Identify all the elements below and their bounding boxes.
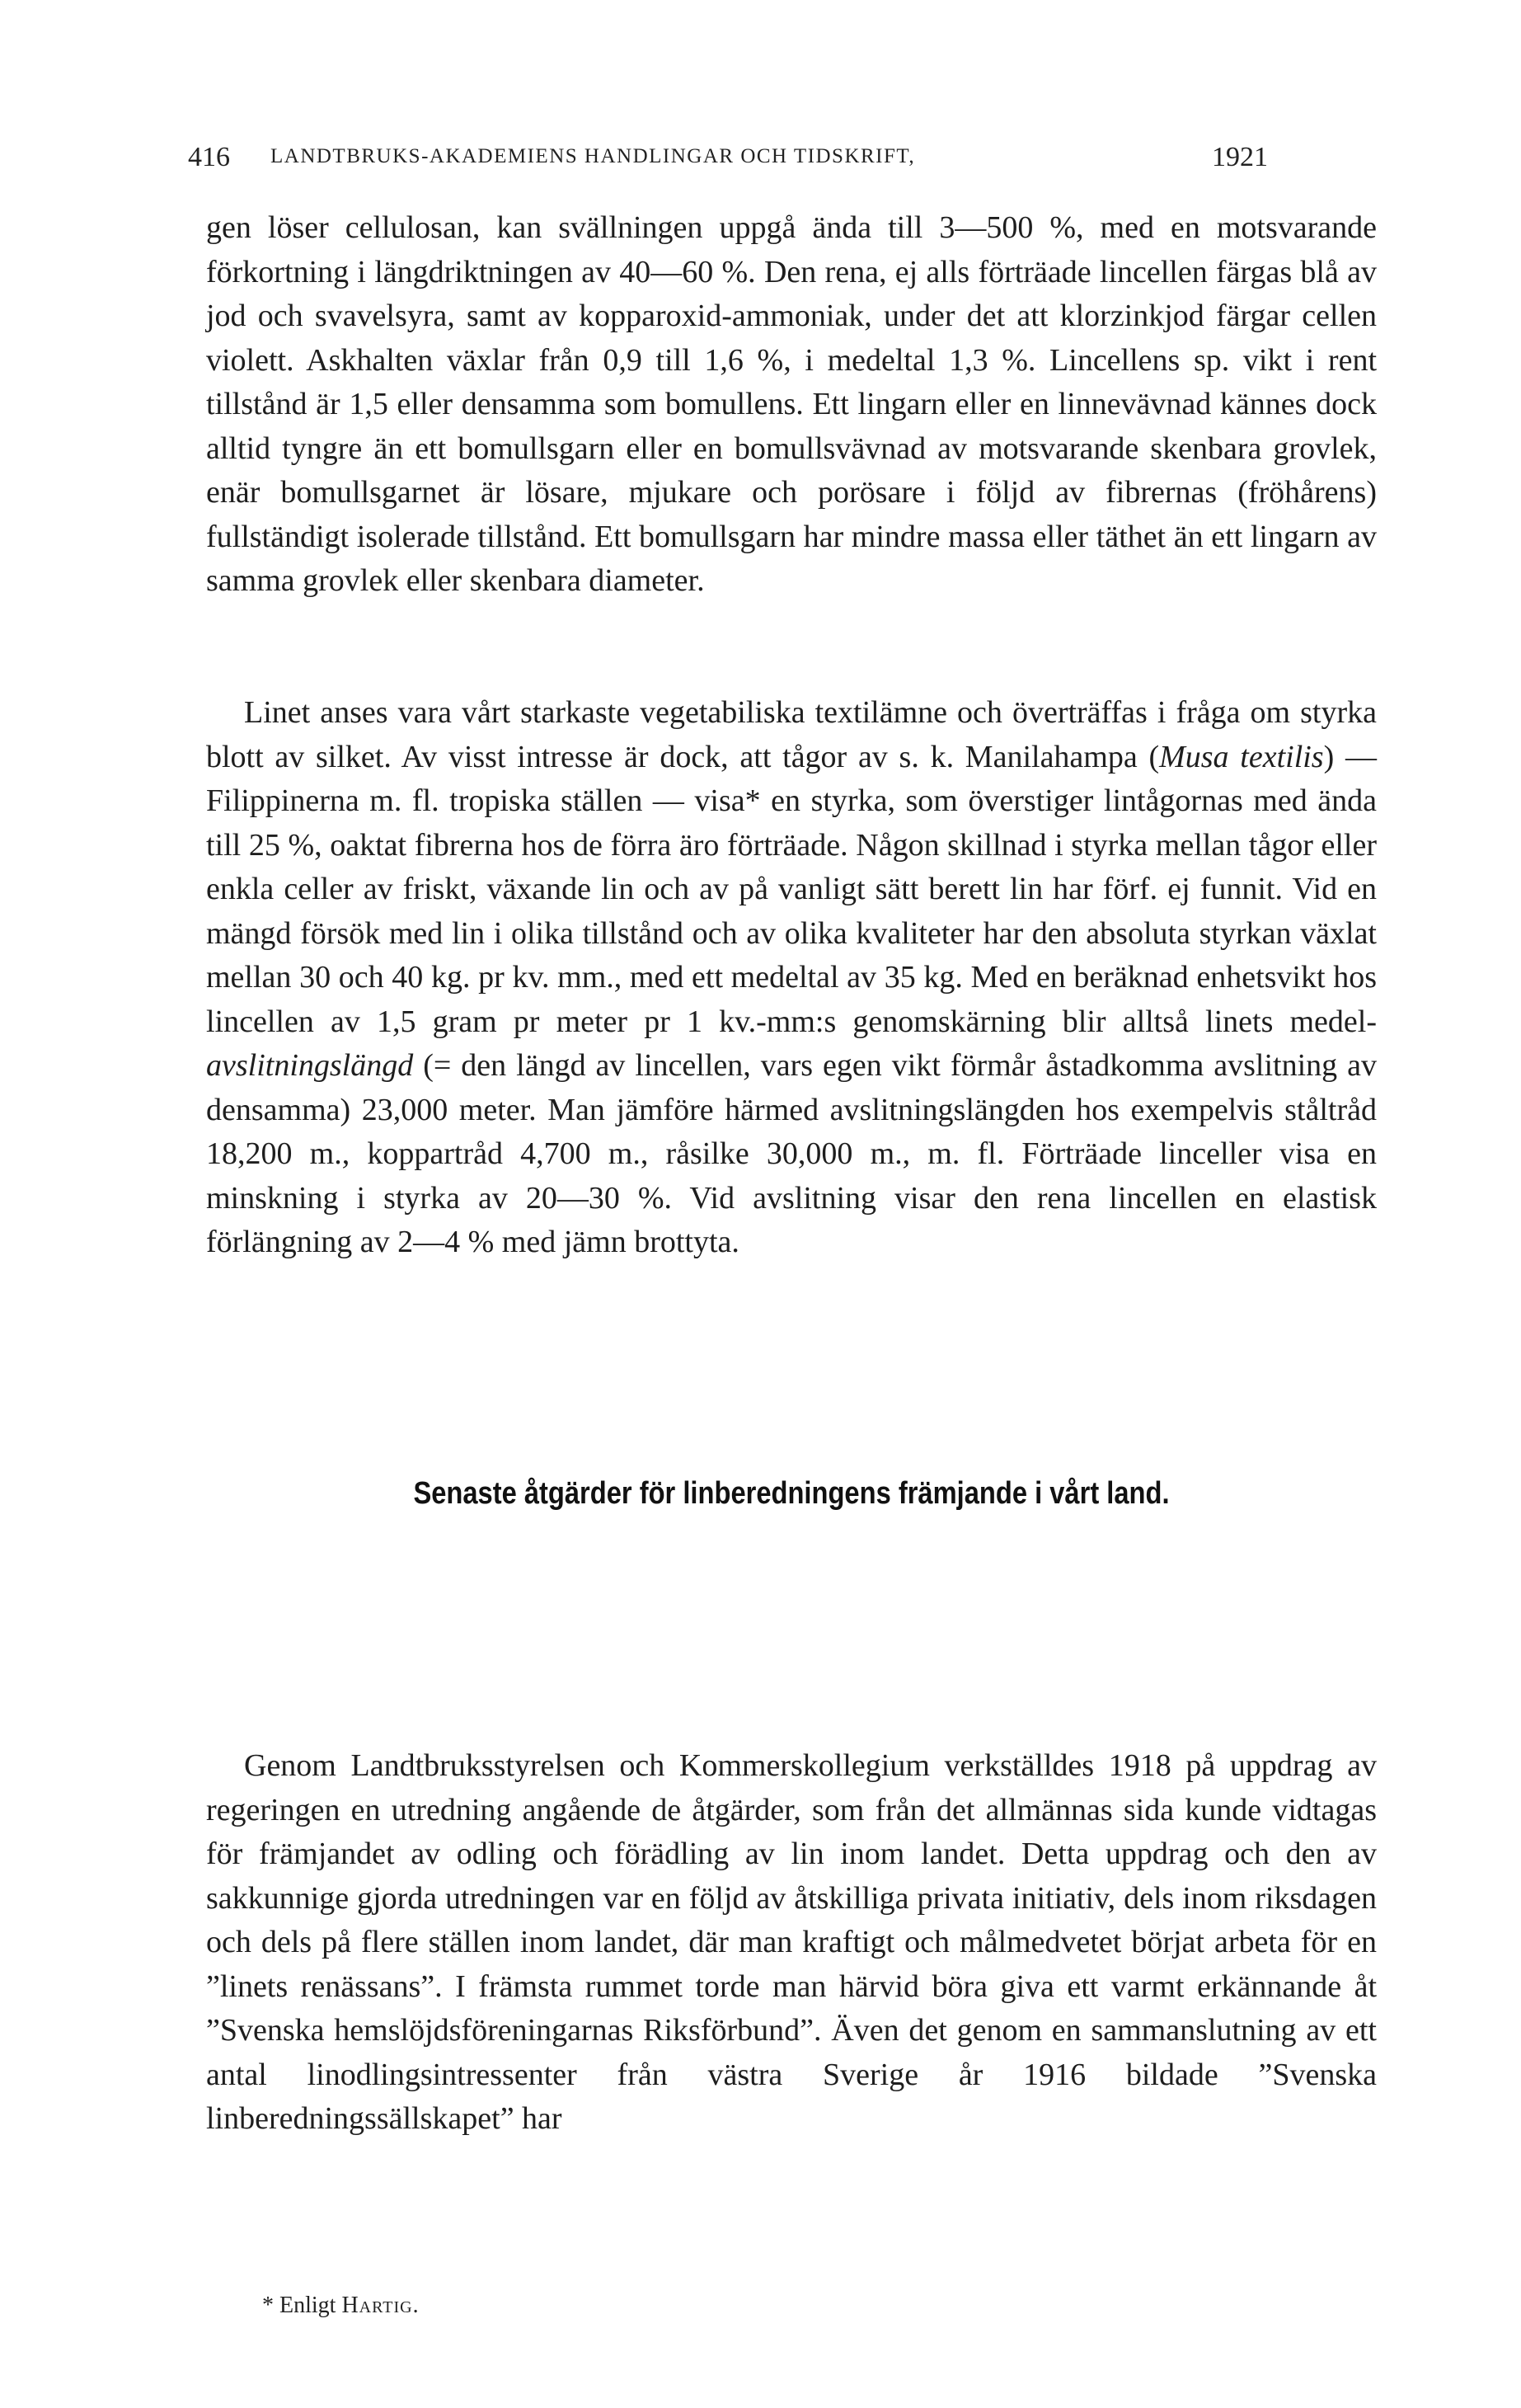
paragraph-text: gen löser cellulosan, kan svällningen uppgå ända till 3—500 %, med en motsvarande förkortning i längdriktningen av 40—60 %. Den rena, ej alls förträade lincellen färgas blå av jod och svavelsyra, samt av kopparoxid-ammoniak, under det att klorzinkjod färgar cellen violett. Askhalten växlar från 0,9 till 1,6 %, i medeltal 1,3 %. Lincellens sp. vikt i rent tillstånd är 1,5 eller densamma som bomullens. Ett lingarn eller en linnevävnad kännes dock alltid tyngre än ett bomullsgarn eller en bomullsvävnad av motsvarande skenbara grovlek, enär bomullsgarnet är lösare, mjukare och porösare i följd av fibrernas (fröhårens) fullständigt isolerade tillstånd. Ett bomullsgarn har mindre massa eller täthet än ett lingarn av samma grovlek eller skenbara diameter.: [206, 210, 1377, 598]
italic-term: avslitningslängd: [206, 1048, 414, 1083]
paragraph-text: Genom Landtbruksstyrelsen och Kommerskollegium verkställdes 1918 på uppdrag av regeringen en utredning angående de åtgärder, som från det allmännas sida kunde vidtagas för främjandet av odling och förädling av lin inom landet. Detta uppdrag och den av sakkunnige gjorda utredningen var en följd av åtskilliga privata initiativ, dels inom riksdagen och dels på flere ställen inom landet, där man kraftigt och målmedvetet börjat arbeta för en ”linets renässans”. I främsta rummet torde man härvid böra giva ett varmt erkännande åt ”Svenska hemslöjdsföreningarnas Riksförbund”. Även det genom en sammanslutning av ett antal linodlingsintressenter från västra Sverige år 1916 bildade ”Svenska linberedningssällskapet” har: [206, 1748, 1377, 2136]
paragraph-3: [206, 1744, 1377, 2142]
paragraph-text: (= den längd av lincellen, vars egen vikt förmår åstadkomma avslitning av densamma) 23,000 meter. Man jämföre härmed avslitningslängden hos exempelvis ståltråd 18,200 m., koppartråd 4,700 m., råsilke 30,000 m., m. fl. Förträade linceller visa en minskning i styrka av 20—30 %. Vid avslitning visar den rena lincellen en elastisk förlängning av 2—4 % med jämn brottyta.: [206, 1048, 1377, 1259]
footnote-text: * Enligt: [262, 2293, 342, 2318]
paragraph-text: ) — Filippinerna m. fl. tropiska ställen — visa* en styrka, som överstiger lintågornas med ända till 25 %, oaktat fibrerna hos de förra äro förträade. Någon skillnad i styrka mellan tågor eller enkla celler av friskt, växande lin och av på vanligt sätt berett lin har förf. ej funnit. Vid en mängd försök med lin i olika tillstånd och av olika kvaliteter har den absoluta styrkan växlat mellan 30 och 40 kg. pr kv. mm., med ett medeltal av 35 kg. Med en beräknad enhetsvikt hos lincellen av 1,5 gram pr meter pr 1 kv.-mm:s genomskärning blir alltså linets medel-: [206, 739, 1377, 1039]
page-number: 416: [188, 142, 230, 172]
running-head: LANDTBRUKS-AKADEMIENS HANDLINGAR OCH TIDSKRIFT,: [270, 145, 916, 167]
paragraph-1: [206, 206, 1377, 604]
section-heading: Senaste åtgärder för linberedningens främjande i vårt land.: [413, 1476, 1170, 1511]
paragraph-2: [206, 691, 1377, 1265]
page-header: [188, 142, 1268, 183]
paragraph-text: Linet anses vara vårt starkaste vegetabiliska textilämne och överträffas i fråga om styrka blott av silket. Av visst intresse är dock, att tågor av s. k. Manilahampa (: [206, 695, 1377, 774]
footnote-author: Hartig.: [341, 2293, 420, 2318]
footnote: [262, 2293, 420, 2319]
italic-term: Musa textilis: [1159, 739, 1324, 774]
running-head-year: 1921: [1212, 142, 1268, 172]
